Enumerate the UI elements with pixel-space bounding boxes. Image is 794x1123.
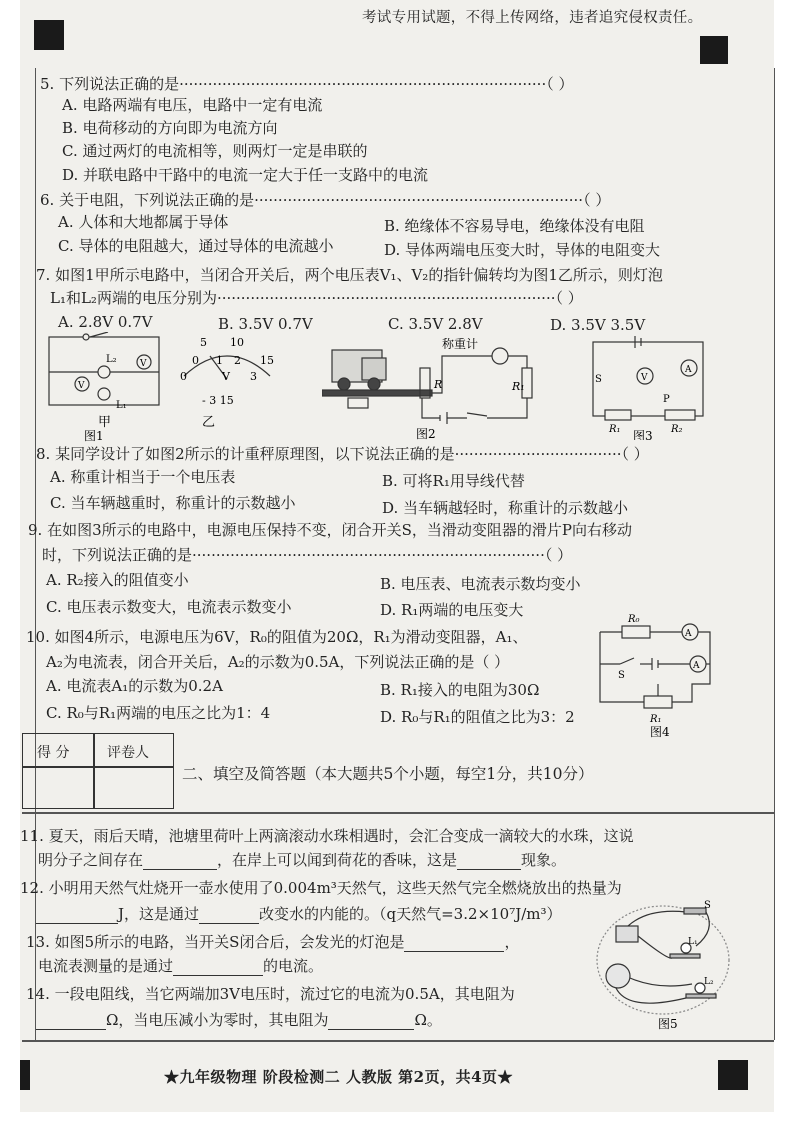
figure-1-yi: 乙: [202, 415, 216, 430]
svg-text:S: S: [704, 900, 711, 911]
question-12-line1: 12. 小明用天然气灶烧开一壶水使用了0.004m³天然气，这些天然气完全燃烧放出的热量为: [20, 879, 622, 897]
question-9-option-d: D. R₁两端的电压变大: [380, 601, 524, 619]
question-6-stem: 6. 关于电阻，下列说法正确的是·····································································（ ）: [40, 191, 611, 209]
question-5-option-a: A. 电路两端有电压，电路中一定有电流: [62, 96, 323, 114]
figure-2-weighter-label: 称重计: [442, 338, 479, 351]
meter-tick-1: 1: [216, 354, 223, 367]
question-11-text-a: 明分子之间存在: [38, 851, 144, 869]
figure-1-jia: 甲: [98, 415, 112, 430]
meter-tick-3: 3: [250, 370, 257, 383]
question-13-line1: [26, 932, 519, 952]
meter-unit-v: V: [222, 370, 230, 383]
svg-text:A: A: [685, 629, 692, 639]
figure-1-label-l1: L₁: [116, 400, 127, 411]
question-7-option-d: D. 3.5V 3.5V: [550, 316, 646, 334]
figure-1-circuit: [44, 332, 169, 442]
figure-2-caption: 图2: [416, 427, 436, 441]
question-14-blank-2[interactable]: [328, 1013, 414, 1030]
figure-5-caption: 图5: [658, 1017, 678, 1031]
svg-text:R₁: R₁: [609, 424, 621, 435]
footer-rule: [22, 1040, 774, 1042]
svg-text:L₁: L₁: [688, 937, 698, 947]
question-14-line2: [36, 1010, 442, 1030]
question-7-option-a: A. 2.8V 0.7V: [58, 313, 153, 331]
corner-mark-bottom-right: [718, 1060, 748, 1090]
svg-text:L₂: L₂: [704, 977, 714, 987]
question-8-option-b: B. 可将R₁用导线代替: [382, 472, 525, 490]
score-label: 得 分: [37, 745, 70, 761]
question-5-option-b: B. 电荷移动的方向即为电流方向: [62, 119, 278, 137]
svg-text:R₀: R₀: [628, 614, 640, 625]
question-9-stem-line1: 9. 在如图3所示的电路中，电源电压保持不变，闭合开关S，当滑动变阻器的滑片P向右移动: [28, 521, 632, 539]
question-13-blank-1[interactable]: [404, 935, 504, 952]
svg-text:S: S: [595, 374, 602, 385]
question-7-option-c: C. 3.5V 2.8V: [388, 315, 483, 333]
question-8-option-c: C. 当车辆越重时，称重计的示数越小: [50, 494, 296, 512]
question-5-option-d: D. 并联电路中干路中的电流一定大于任一支路中的电流: [62, 166, 429, 184]
page-footer: ★九年级物理 阶段检测二 人教版 第2页，共4页★: [164, 1068, 514, 1086]
section-2-title: 二、填空及简答题（本大题共5个小题，每空1分，共10分）: [182, 765, 594, 783]
question-12-text-a: J，这是通过: [118, 905, 200, 923]
question-12-blank-1[interactable]: [36, 907, 118, 924]
question-9-option-b: B. 电压表、电流表示数均变小: [380, 575, 581, 593]
meter-tick-15: 15: [260, 354, 274, 367]
question-10-option-b: B. R₁接入的电阻为30Ω: [380, 681, 540, 699]
svg-text:V: V: [641, 373, 648, 383]
question-13-blank-2[interactable]: [173, 959, 263, 976]
question-12-line2: [36, 904, 562, 924]
figure-1-label-l2: L₂: [106, 354, 117, 365]
corner-mark-top-left: [34, 20, 64, 50]
question-10-stem-line2: A₂为电流表，闭合开关后，A₂的示数为0.5A，下列说法正确的是（ ）: [46, 653, 510, 671]
figure-1-caption: 图1: [84, 429, 104, 442]
question-12-text-b: 改变水的内能的。（q天然气=3.2×10⁷J/m³）: [259, 905, 562, 923]
question-11-text-c: 现象。: [521, 851, 567, 869]
question-14-blank-1[interactable]: [36, 1013, 106, 1030]
question-10-option-a: A. 电流表A₁的示数为0.2A: [46, 677, 223, 695]
question-9-stem-line2: 时，下列说法正确的是··········································································（ ）: [42, 546, 573, 564]
question-9-option-a: A. R₂接入的阻值变小: [46, 571, 189, 589]
figure-5-circuit: [588, 900, 738, 1036]
question-13-line2: [38, 956, 323, 976]
question-8-option-a: A. 称重计相当于一个电压表: [50, 468, 236, 486]
meter-tick-2: 2: [234, 354, 241, 367]
svg-text:S: S: [618, 670, 625, 681]
question-11-line1: 11. 夏天，雨后天晴，池塘里荷叶上两滴滚动水珠相遇时，会汇合变成一滴较大的水珠，这说: [20, 827, 634, 845]
svg-text:R₁: R₁: [650, 714, 662, 725]
question-14-line1: 14. 一段电阻线，当它两端加3V电压时，流过它的电流为0.5A，其电阻为: [26, 985, 515, 1003]
question-6-option-a: A. 人体和大地都属于导体: [58, 213, 229, 231]
meter-tick-0-top: 0: [192, 354, 199, 367]
question-13-text-a: 13. 如图5所示的电路，当开关S闭合后，会发光的灯泡是: [26, 933, 405, 951]
question-7-stem-line2: L₁和L₂两端的电压分别为·······································································（ ）: [50, 289, 583, 307]
question-13-text-d: 的电流。: [263, 957, 324, 975]
question-9-option-c: C. 电压表示数变大，电流表示数变小: [46, 598, 292, 616]
question-8-stem: 8. 某同学设计了如图2所示的计重秤原理图，以下说法正确的是···································（ ）: [36, 445, 649, 463]
svg-text:R₁: R₁: [512, 380, 525, 393]
figure-3-circuit: [585, 336, 715, 440]
copyright-notice: 考试专用试题，不得上传网络，违者追究侵权责任。: [362, 10, 703, 26]
meter-tick-0-low: 0: [180, 370, 187, 383]
question-11-text-b: ，在岸上可以闻到荷花的香味，这是: [217, 851, 458, 869]
question-11-blank-1[interactable]: [143, 853, 217, 870]
question-14-text-a: Ω，当电压减小为零时，其电阻为: [106, 1011, 329, 1029]
figure-2-scale-circuit: [322, 338, 552, 442]
figure-3-caption: 图3: [633, 429, 653, 440]
question-5-option-c: C. 通过两灯的电流相等，则两灯一定是串联的: [62, 142, 368, 160]
grader-label: 评卷人: [107, 745, 149, 761]
svg-text:A: A: [685, 365, 692, 375]
question-11-blank-2[interactable]: [457, 853, 521, 870]
figure-1-meter: [172, 334, 282, 434]
question-7-option-b: B. 3.5V 0.7V: [218, 315, 313, 333]
figure-4-caption: 图4: [650, 725, 670, 738]
svg-text:P: P: [663, 394, 670, 405]
score-table: [22, 733, 174, 809]
question-10-option-c: C. R₀与R₁两端的电压之比为1：4: [46, 704, 271, 722]
question-6-option-c: C. 导体的电阻越大，通过导体的电流越小: [58, 237, 334, 255]
section-divider: [22, 812, 774, 814]
meter-tick-5: 5: [200, 336, 207, 349]
question-13-text-c: 电流表测量的是通过: [38, 957, 174, 975]
question-10-stem-line1: 10. 如图4所示，电源电压为6V，R₀的阻值为20Ω，R₁为滑动变阻器，A₁、: [26, 628, 528, 646]
svg-text:V: V: [140, 359, 147, 369]
question-8-option-d: D. 当车辆越轻时，称重计的示数越小: [382, 499, 629, 517]
corner-mark-top-right: [700, 36, 728, 64]
meter-terminals: - 3 15: [202, 394, 234, 407]
question-12-blank-2[interactable]: [199, 907, 259, 924]
question-11-line2: [38, 850, 566, 870]
question-6-option-b: B. 绝缘体不容易导电，绝缘体没有电阻: [384, 217, 645, 235]
svg-text:V: V: [78, 381, 85, 391]
corner-mark-bottom-left: [20, 1060, 30, 1090]
question-5-stem: 5. 下列说法正确的是·············································································（ ）: [40, 75, 574, 93]
question-6-option-d: D. 导体两端电压变大时，导体的电阻变大: [384, 241, 661, 259]
question-7-stem-line1: 7. 如图1甲所示电路中，当闭合开关后，两个电压表V₁、V₂的指针偏转均为图1乙所示，则灯泡: [36, 266, 663, 284]
question-14-text-b: Ω。: [414, 1011, 442, 1029]
svg-text:R: R: [434, 378, 443, 391]
figure-4-circuit: [592, 612, 722, 738]
meter-tick-10: 10: [230, 336, 244, 349]
question-13-text-b: ，: [504, 933, 520, 951]
svg-text:R₂: R₂: [671, 424, 683, 435]
question-10-option-d: D. R₀与R₁的阻值之比为3：2: [380, 708, 575, 726]
svg-text:A: A: [693, 661, 700, 671]
